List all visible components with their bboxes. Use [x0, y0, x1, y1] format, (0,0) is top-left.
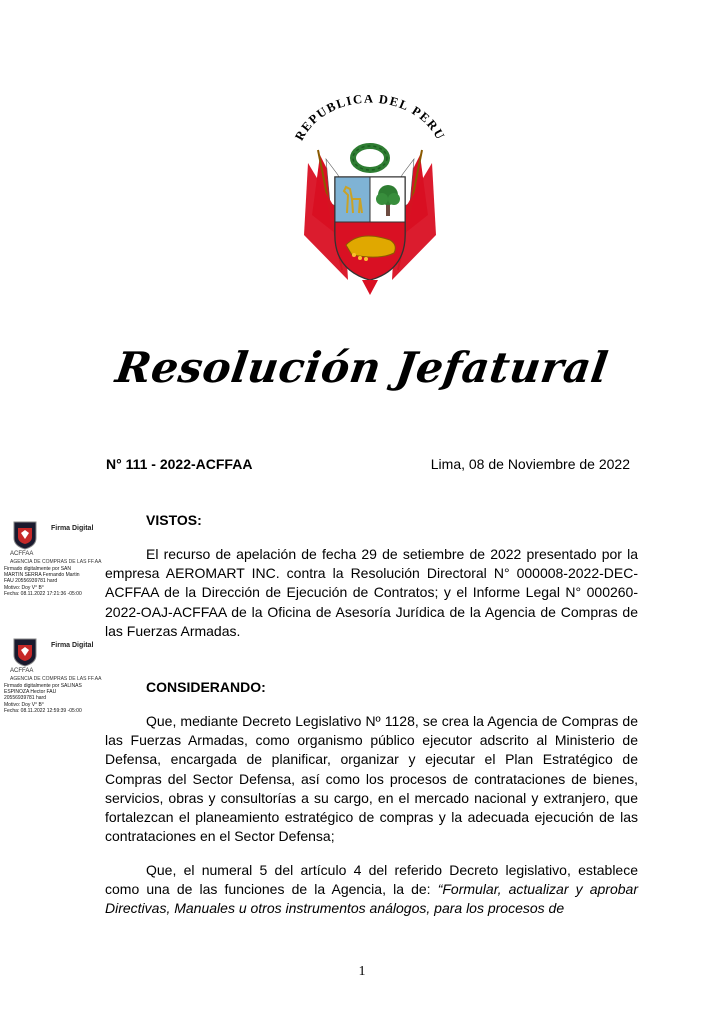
paragraph-2-quote: “Formular, actualizar y aprobar Directivas, Manuales u otros instrumentos análogos, para los procesos de: [105, 881, 638, 917]
acffaa-logo-icon: [12, 520, 38, 550]
signature-agency: AGENCIA DE COMPRAS DE LAS FF.AA: [10, 559, 102, 565]
signature-line: Motivo: Doy V° B°: [4, 584, 44, 591]
acffaa-logo-icon: [12, 637, 38, 667]
page-number: 1: [358, 964, 366, 979]
signature-org: ACFFAA: [10, 668, 34, 674]
signature-details: [4, 683, 108, 714]
considerando-paragraph-2: [105, 861, 638, 919]
signature-agency: AGENCIA DE COMPRAS DE LAS FF.AA: [10, 676, 102, 682]
signature-line: MARTIN SERRA Fernando Martin: [4, 572, 80, 579]
coat-of-arms-peru: [290, 95, 450, 300]
considerando-heading: CONSIDERANDO:: [146, 679, 266, 695]
signature-label: Firma Digital: [51, 525, 94, 532]
signature-line: Firmado digitalmente por SALINAS: [4, 683, 82, 689]
signature-line: Fecha: 08.11.2022 17:21:36 -05:00: [4, 590, 82, 597]
signature-line: Fecha: 08.11.2022 12:59:39 -05:00: [4, 707, 82, 714]
signature-line: ESPINOZA Hector FAU: [4, 689, 57, 696]
considerando-paragraph-1: Que, mediante Decreto Legislativo Nº 1128, se crea la Agencia de Compras de las Fuerzas Armadas, como organismo público ejecutor adscrito al Ministerio de Defensa, encargada de planificar, organizar y ejecutar el Plan Estratégico de Compras del Sector Defensa, así como los procesos de contrataciones de bienes, servicios, obras y consultorías a su cargo, en el mercado nacional y extranjero, que fortalezcan el planeamiento estratégico de compras y la adecuada ejecución de las contrataciones en el Sector Defensa;: [105, 713, 638, 845]
vistos-heading: VISTOS:: [146, 512, 202, 528]
digital-signature-stamp-1: [4, 520, 108, 615]
resolution-number: N° 111 - 2022-ACFFAA: [106, 456, 253, 472]
paragraph-2-text: Que, el numeral 5 del artículo 4 del referido Decreto legislativo, establece como una de las funciones de la Agencia, la de:: [105, 862, 638, 898]
signature-line: Firmado digitalmente por SAN: [4, 566, 71, 572]
document-title: Resolución Jefatural: [112, 343, 612, 392]
coat-of-arms-icon: [290, 95, 450, 300]
signature-line: FAU 20556939781 hard: [4, 578, 58, 585]
signature-org: ACFFAA: [10, 551, 34, 557]
resolution-date: Lima, 08 de Noviembre de 2022: [430, 456, 630, 472]
svg-text:REPUBLICA DEL PERU: [292, 95, 448, 143]
vistos-paragraph: El recurso de apelación de fecha 29 de setiembre de 2022 presentado por la empresa AEROMART INC. contra la Resolución Directoral N° 000008-2022-DEC-ACFFAA de la Dirección de Ejecución de Contratos; y el Informe Legal N° 000260-2022-OAJ-ACFFAA de la Oficina de Asesoría Jurídica de la Agencia de Compras de las Fuerzas Armadas.: [105, 546, 638, 639]
signature-details: [4, 566, 108, 597]
signature-line: 20556939781 hard: [4, 695, 46, 702]
digital-signature-stamp-2: [4, 637, 108, 732]
arms-motto: REPUBLICA DEL PERU: [292, 95, 448, 143]
signature-line: Motivo: Doy V° B°: [4, 701, 44, 708]
signature-label: Firma Digital: [51, 642, 94, 649]
